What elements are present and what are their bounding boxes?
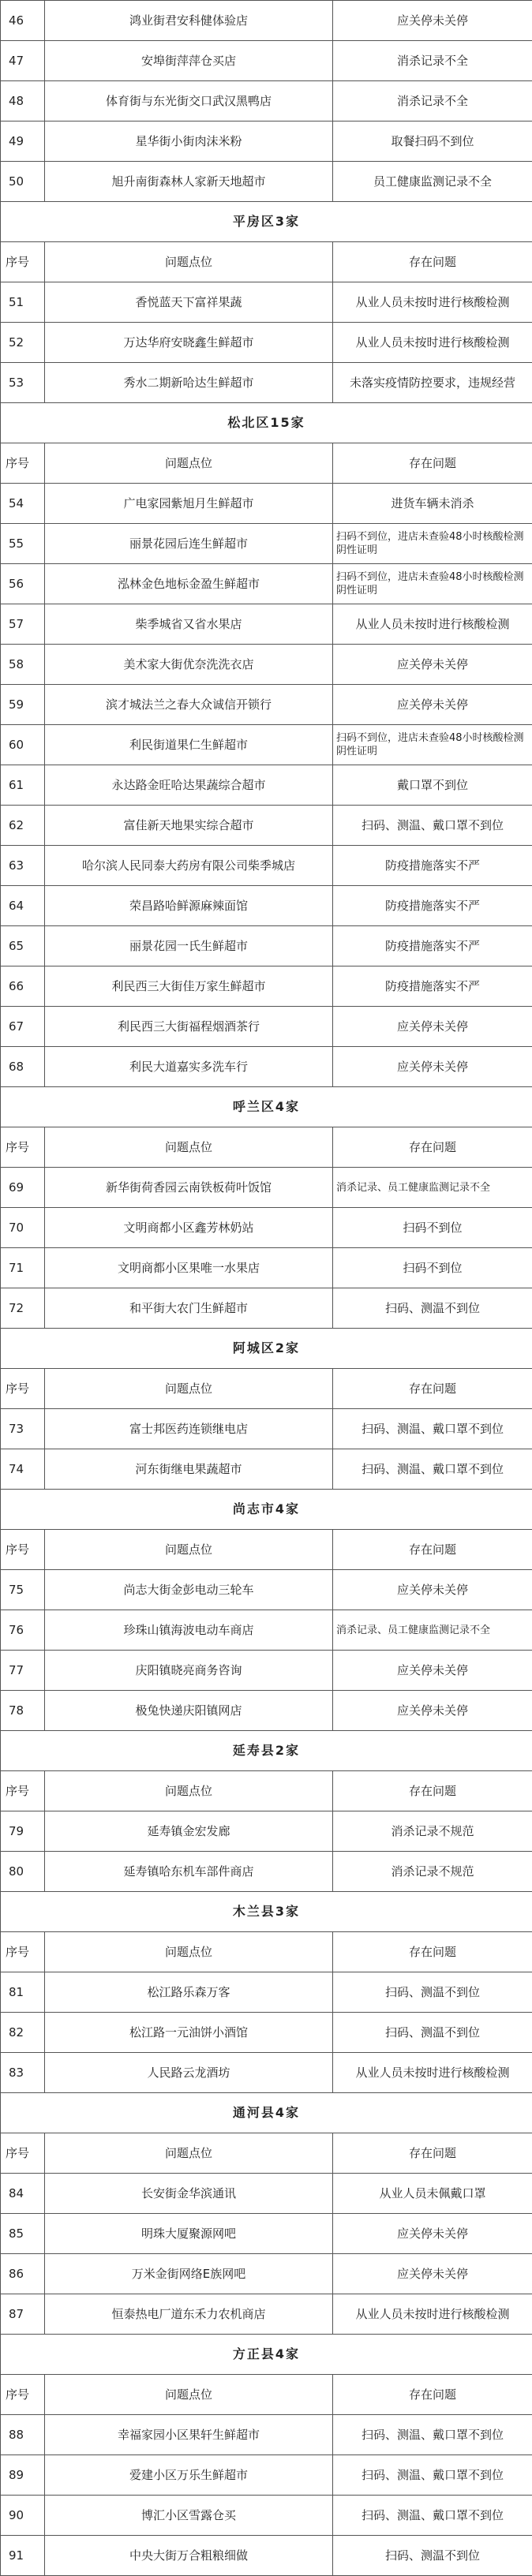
row-number: 85 xyxy=(1,2214,45,2254)
header-problem: 存在问题 xyxy=(333,242,532,282)
table-row xyxy=(1,886,532,926)
table-row xyxy=(1,162,532,202)
existing-problem: 防疫措施落实不严 xyxy=(333,926,532,966)
problem-location: 安埠街萍萍仓买店 xyxy=(45,41,333,81)
problem-location: 哈尔滨人民同泰大药房有限公司柴季城店 xyxy=(45,846,333,886)
existing-problem: 防疫措施落实不严 xyxy=(333,846,532,886)
row-number: 48 xyxy=(1,81,45,122)
row-number: 91 xyxy=(1,2536,45,2576)
existing-problem: 从业人员未按时进行核酸检测 xyxy=(333,2294,532,2335)
district-heading-row xyxy=(1,1892,532,1932)
row-number: 59 xyxy=(1,685,45,725)
problem-location: 泓林金色地标金盈生鲜超市 xyxy=(45,564,333,604)
problem-location: 秀水二期新哈达生鲜超市 xyxy=(45,363,333,403)
district-heading-row xyxy=(1,1087,532,1127)
table-row xyxy=(1,645,532,685)
table-row xyxy=(1,2415,532,2455)
table-row xyxy=(1,1570,532,1610)
problem-location: 明珠大厦聚源网吧 xyxy=(45,2214,333,2254)
header-number: 序号 xyxy=(1,242,45,282)
row-number: 65 xyxy=(1,926,45,966)
header-problem: 存在问题 xyxy=(333,2133,532,2174)
problem-location: 和平街大农门生鲜超市 xyxy=(45,1288,333,1329)
row-number: 86 xyxy=(1,2254,45,2294)
existing-problem: 未落实疫情防控要求，违规经营 xyxy=(333,363,532,403)
row-number: 77 xyxy=(1,1651,45,1691)
table-row xyxy=(1,2053,532,2093)
problem-location: 万米金街网络E族网吧 xyxy=(45,2254,333,2294)
row-number: 71 xyxy=(1,1248,45,1288)
table-row xyxy=(1,282,532,323)
district-title: 平房区3家 xyxy=(1,202,532,242)
existing-problem: 应关停未关停 xyxy=(333,2254,532,2294)
column-header-row xyxy=(1,1771,532,1811)
problem-location: 文明商都小区鑫芳林奶站 xyxy=(45,1208,333,1248)
row-number: 51 xyxy=(1,282,45,323)
problem-location: 松江路乐森万客 xyxy=(45,1972,333,2013)
problem-location: 丽景花园一氏生鲜超市 xyxy=(45,926,333,966)
table-row xyxy=(1,2294,532,2335)
table-row xyxy=(1,1047,532,1087)
existing-problem: 扫码不到位，进店未查验48小时核酸检测阴性证明 xyxy=(333,564,532,604)
table-row xyxy=(1,2536,532,2576)
table-row xyxy=(1,41,532,81)
existing-problem: 从业人员未按时进行核酸检测 xyxy=(333,282,532,323)
table-row xyxy=(1,2174,532,2214)
existing-problem: 扫码不到位，进店未查验48小时核酸检测阴性证明 xyxy=(333,524,532,564)
table-row xyxy=(1,2254,532,2294)
problem-location: 美术家大街优奈洗洗衣店 xyxy=(45,645,333,685)
problem-location: 滨才城法兰之春大众诚信开锁行 xyxy=(45,685,333,725)
table-row xyxy=(1,1651,532,1691)
problem-location: 河东街继电果蔬超市 xyxy=(45,1449,333,1490)
problem-location: 极兔快递庆阳镇网店 xyxy=(45,1691,333,1731)
district-title: 木兰县3家 xyxy=(1,1892,532,1932)
problem-location: 丽景花园后连生鲜超市 xyxy=(45,524,333,564)
header-number: 序号 xyxy=(1,2375,45,2415)
column-header-row xyxy=(1,242,532,282)
row-number: 66 xyxy=(1,966,45,1007)
table-row xyxy=(1,1972,532,2013)
row-number: 56 xyxy=(1,564,45,604)
problem-location: 富士邦医药连锁继电店 xyxy=(45,1409,333,1449)
column-header-row xyxy=(1,2375,532,2415)
district-title: 阿城区2家 xyxy=(1,1329,532,1369)
header-problem: 存在问题 xyxy=(333,1932,532,1972)
table-row xyxy=(1,1811,532,1852)
problem-location: 中央大街万合粗粮细做 xyxy=(45,2536,333,2576)
row-number: 87 xyxy=(1,2294,45,2335)
header-number: 序号 xyxy=(1,2133,45,2174)
row-number: 50 xyxy=(1,162,45,202)
column-header-row xyxy=(1,443,532,484)
header-problem: 存在问题 xyxy=(333,1127,532,1168)
header-problem: 存在问题 xyxy=(333,443,532,484)
row-number: 88 xyxy=(1,2415,45,2455)
table-row xyxy=(1,564,532,604)
table-row xyxy=(1,122,532,162)
row-number: 74 xyxy=(1,1449,45,1490)
header-number: 序号 xyxy=(1,1771,45,1811)
existing-problem: 扫码、测温、戴口罩不到位 xyxy=(333,806,532,846)
column-header-row xyxy=(1,1530,532,1570)
district-title: 尚志市4家 xyxy=(1,1490,532,1530)
header-problem: 存在问题 xyxy=(333,1530,532,1570)
row-number: 67 xyxy=(1,1007,45,1047)
existing-problem: 消杀记录、员工健康监测记录不全 xyxy=(333,1168,532,1208)
row-number: 52 xyxy=(1,323,45,363)
table-row xyxy=(1,806,532,846)
existing-problem: 应关停未关停 xyxy=(333,685,532,725)
existing-problem: 应关停未关停 xyxy=(333,2214,532,2254)
row-number: 63 xyxy=(1,846,45,886)
header-location: 问题点位 xyxy=(45,1932,333,1972)
row-number: 73 xyxy=(1,1409,45,1449)
existing-problem: 应关停未关停 xyxy=(333,1570,532,1610)
header-location: 问题点位 xyxy=(45,1369,333,1409)
row-number: 89 xyxy=(1,2455,45,2496)
existing-problem: 扫码、测温不到位 xyxy=(333,1972,532,2013)
existing-problem: 扫码、测温、戴口罩不到位 xyxy=(333,2496,532,2536)
existing-problem: 消杀记录不全 xyxy=(333,81,532,122)
table-row xyxy=(1,1691,532,1731)
problem-location: 利民西三大街佳万家生鲜超市 xyxy=(45,966,333,1007)
problem-location: 幸福家园小区果轩生鲜超市 xyxy=(45,2415,333,2455)
existing-problem: 消杀记录不全 xyxy=(333,41,532,81)
table-row xyxy=(1,1248,532,1288)
problem-location: 松江路一元油饼小酒馆 xyxy=(45,2013,333,2053)
table-row xyxy=(1,1449,532,1490)
table-row xyxy=(1,524,532,564)
header-problem: 存在问题 xyxy=(333,2375,532,2415)
existing-problem: 防疫措施落实不严 xyxy=(333,886,532,926)
district-heading-row xyxy=(1,202,532,242)
header-problem: 存在问题 xyxy=(333,1369,532,1409)
header-number: 序号 xyxy=(1,1127,45,1168)
row-number: 70 xyxy=(1,1208,45,1248)
header-number: 序号 xyxy=(1,1932,45,1972)
district-heading-row xyxy=(1,1731,532,1771)
existing-problem: 扫码不到位 xyxy=(333,1208,532,1248)
problem-location: 鸿业街君安科健体验店 xyxy=(45,1,333,41)
existing-problem: 从业人员未按时进行核酸检测 xyxy=(333,323,532,363)
row-number: 55 xyxy=(1,524,45,564)
problem-location: 长安街金华滨通讯 xyxy=(45,2174,333,2214)
table-row xyxy=(1,1208,532,1248)
row-number: 75 xyxy=(1,1570,45,1610)
table-row xyxy=(1,1,532,41)
existing-problem: 防疫措施落实不严 xyxy=(333,966,532,1007)
table-row xyxy=(1,1610,532,1651)
existing-problem: 应关停未关停 xyxy=(333,1691,532,1731)
row-number: 49 xyxy=(1,122,45,162)
column-header-row xyxy=(1,2133,532,2174)
existing-problem: 扫码、测温不到位 xyxy=(333,2013,532,2053)
existing-problem: 消杀记录、员工健康监测记录不全 xyxy=(333,1610,532,1651)
problem-location: 庆阳镇晓亮商务咨询 xyxy=(45,1651,333,1691)
header-location: 问题点位 xyxy=(45,1530,333,1570)
table-row xyxy=(1,1288,532,1329)
district-title: 方正县4家 xyxy=(1,2335,532,2375)
header-location: 问题点位 xyxy=(45,2375,333,2415)
problem-location: 旭升南街森林人家新天地超市 xyxy=(45,162,333,202)
row-number: 64 xyxy=(1,886,45,926)
existing-problem: 消杀记录不规范 xyxy=(333,1852,532,1892)
existing-problem: 扫码、测温、戴口罩不到位 xyxy=(333,1409,532,1449)
existing-problem: 从业人员未按时进行核酸检测 xyxy=(333,2053,532,2093)
district-title: 松北区15家 xyxy=(1,403,532,443)
row-number: 46 xyxy=(1,1,45,41)
existing-problem: 取餐扫码不到位 xyxy=(333,122,532,162)
header-location: 问题点位 xyxy=(45,1771,333,1811)
column-header-row xyxy=(1,1127,532,1168)
problem-location: 香悦蓝天下富祥果蔬 xyxy=(45,282,333,323)
table-row xyxy=(1,725,532,765)
existing-problem: 戴口罩不到位 xyxy=(333,765,532,806)
row-number: 62 xyxy=(1,806,45,846)
table-row xyxy=(1,2455,532,2496)
row-number: 82 xyxy=(1,2013,45,2053)
existing-problem: 应关停未关停 xyxy=(333,1,532,41)
table-row xyxy=(1,1168,532,1208)
table-row xyxy=(1,1852,532,1892)
existing-problem: 应关停未关停 xyxy=(333,645,532,685)
existing-problem: 员工健康监测记录不全 xyxy=(333,162,532,202)
problem-location: 珍珠山镇海波电动车商店 xyxy=(45,1610,333,1651)
header-location: 问题点位 xyxy=(45,1127,333,1168)
existing-problem: 扫码、测温、戴口罩不到位 xyxy=(333,1449,532,1490)
existing-problem: 从业人员未按时进行核酸检测 xyxy=(333,604,532,645)
existing-problem: 从业人员未佩戴口罩 xyxy=(333,2174,532,2214)
row-number: 78 xyxy=(1,1691,45,1731)
row-number: 72 xyxy=(1,1288,45,1329)
problem-location: 永达路金旺哈达果蔬综合超市 xyxy=(45,765,333,806)
problem-location: 万达华府安晓鑫生鲜超市 xyxy=(45,323,333,363)
problem-location: 柴季城省又省水果店 xyxy=(45,604,333,645)
table-row xyxy=(1,926,532,966)
table-row xyxy=(1,1409,532,1449)
problem-location: 延寿镇哈东机车部件商店 xyxy=(45,1852,333,1892)
existing-problem: 应关停未关停 xyxy=(333,1007,532,1047)
problem-location: 恒泰热电厂道东禾力农机商店 xyxy=(45,2294,333,2335)
problem-location: 利民街道果仁生鲜超市 xyxy=(45,725,333,765)
table-row xyxy=(1,765,532,806)
district-title: 通河县4家 xyxy=(1,2093,532,2133)
existing-problem: 扫码不到位 xyxy=(333,1248,532,1288)
problem-location: 尚志大街金彭电动三轮车 xyxy=(45,1570,333,1610)
row-number: 47 xyxy=(1,41,45,81)
row-number: 60 xyxy=(1,725,45,765)
district-heading-row xyxy=(1,403,532,443)
header-number: 序号 xyxy=(1,443,45,484)
table-row xyxy=(1,81,532,122)
row-number: 61 xyxy=(1,765,45,806)
problem-location: 新华街荷香园云南铁板荷叶饭馆 xyxy=(45,1168,333,1208)
problem-location: 博汇小区雪露仓买 xyxy=(45,2496,333,2536)
problem-location: 爱建小区万乐生鲜超市 xyxy=(45,2455,333,2496)
column-header-row xyxy=(1,1932,532,1972)
table-row xyxy=(1,846,532,886)
district-heading-row xyxy=(1,2093,532,2133)
district-heading-row xyxy=(1,2335,532,2375)
table-row xyxy=(1,966,532,1007)
inspection-table-body xyxy=(1,1,532,2576)
existing-problem: 应关停未关停 xyxy=(333,1651,532,1691)
problem-location: 延寿镇金宏发廊 xyxy=(45,1811,333,1852)
header-number: 序号 xyxy=(1,1369,45,1409)
table-row xyxy=(1,2214,532,2254)
row-number: 84 xyxy=(1,2174,45,2214)
existing-problem: 扫码、测温、戴口罩不到位 xyxy=(333,2415,532,2455)
existing-problem: 扫码、测温不到位 xyxy=(333,1288,532,1329)
existing-problem: 扫码、测温、戴口罩不到位 xyxy=(333,2455,532,2496)
problem-location: 文明商都小区果唯一水果店 xyxy=(45,1248,333,1288)
column-header-row xyxy=(1,1369,532,1409)
row-number: 76 xyxy=(1,1610,45,1651)
row-number: 80 xyxy=(1,1852,45,1892)
problem-location: 利民西三大街福程烟酒茶行 xyxy=(45,1007,333,1047)
header-problem: 存在问题 xyxy=(333,1771,532,1811)
table-row xyxy=(1,323,532,363)
table-row xyxy=(1,363,532,403)
row-number: 83 xyxy=(1,2053,45,2093)
problem-location: 利民大道嘉实多洗车行 xyxy=(45,1047,333,1087)
row-number: 54 xyxy=(1,484,45,524)
problem-location: 富佳新天地果实综合超市 xyxy=(45,806,333,846)
problem-location: 人民路云龙酒坊 xyxy=(45,2053,333,2093)
table-row xyxy=(1,1007,532,1047)
problem-location: 广电家园紫旭月生鲜超市 xyxy=(45,484,333,524)
row-number: 68 xyxy=(1,1047,45,1087)
existing-problem: 扫码、测温不到位 xyxy=(333,2536,532,2576)
row-number: 90 xyxy=(1,2496,45,2536)
table-row xyxy=(1,2013,532,2053)
existing-problem: 消杀记录不规范 xyxy=(333,1811,532,1852)
table-row xyxy=(1,685,532,725)
district-heading-row xyxy=(1,1329,532,1369)
district-title: 呼兰区4家 xyxy=(1,1087,532,1127)
header-location: 问题点位 xyxy=(45,443,333,484)
problem-location: 体育街与东光街交口武汉黑鸭店 xyxy=(45,81,333,122)
problem-location: 荣昌路哈鲜源麻辣面馆 xyxy=(45,886,333,926)
header-location: 问题点位 xyxy=(45,2133,333,2174)
row-number: 81 xyxy=(1,1972,45,2013)
row-number: 69 xyxy=(1,1168,45,1208)
existing-problem: 进货车辆未消杀 xyxy=(333,484,532,524)
table-row xyxy=(1,604,532,645)
header-number: 序号 xyxy=(1,1530,45,1570)
row-number: 58 xyxy=(1,645,45,685)
header-location: 问题点位 xyxy=(45,242,333,282)
district-title: 延寿县2家 xyxy=(1,1731,532,1771)
table-row xyxy=(1,484,532,524)
table-row xyxy=(1,2496,532,2536)
existing-problem: 扫码不到位，进店未查验48小时核酸检测阴性证明 xyxy=(333,725,532,765)
district-heading-row xyxy=(1,1490,532,1530)
problem-location: 星华街小街肉沫米粉 xyxy=(45,122,333,162)
row-number: 57 xyxy=(1,604,45,645)
row-number: 53 xyxy=(1,363,45,403)
existing-problem: 应关停未关停 xyxy=(333,1047,532,1087)
row-number: 79 xyxy=(1,1811,45,1852)
